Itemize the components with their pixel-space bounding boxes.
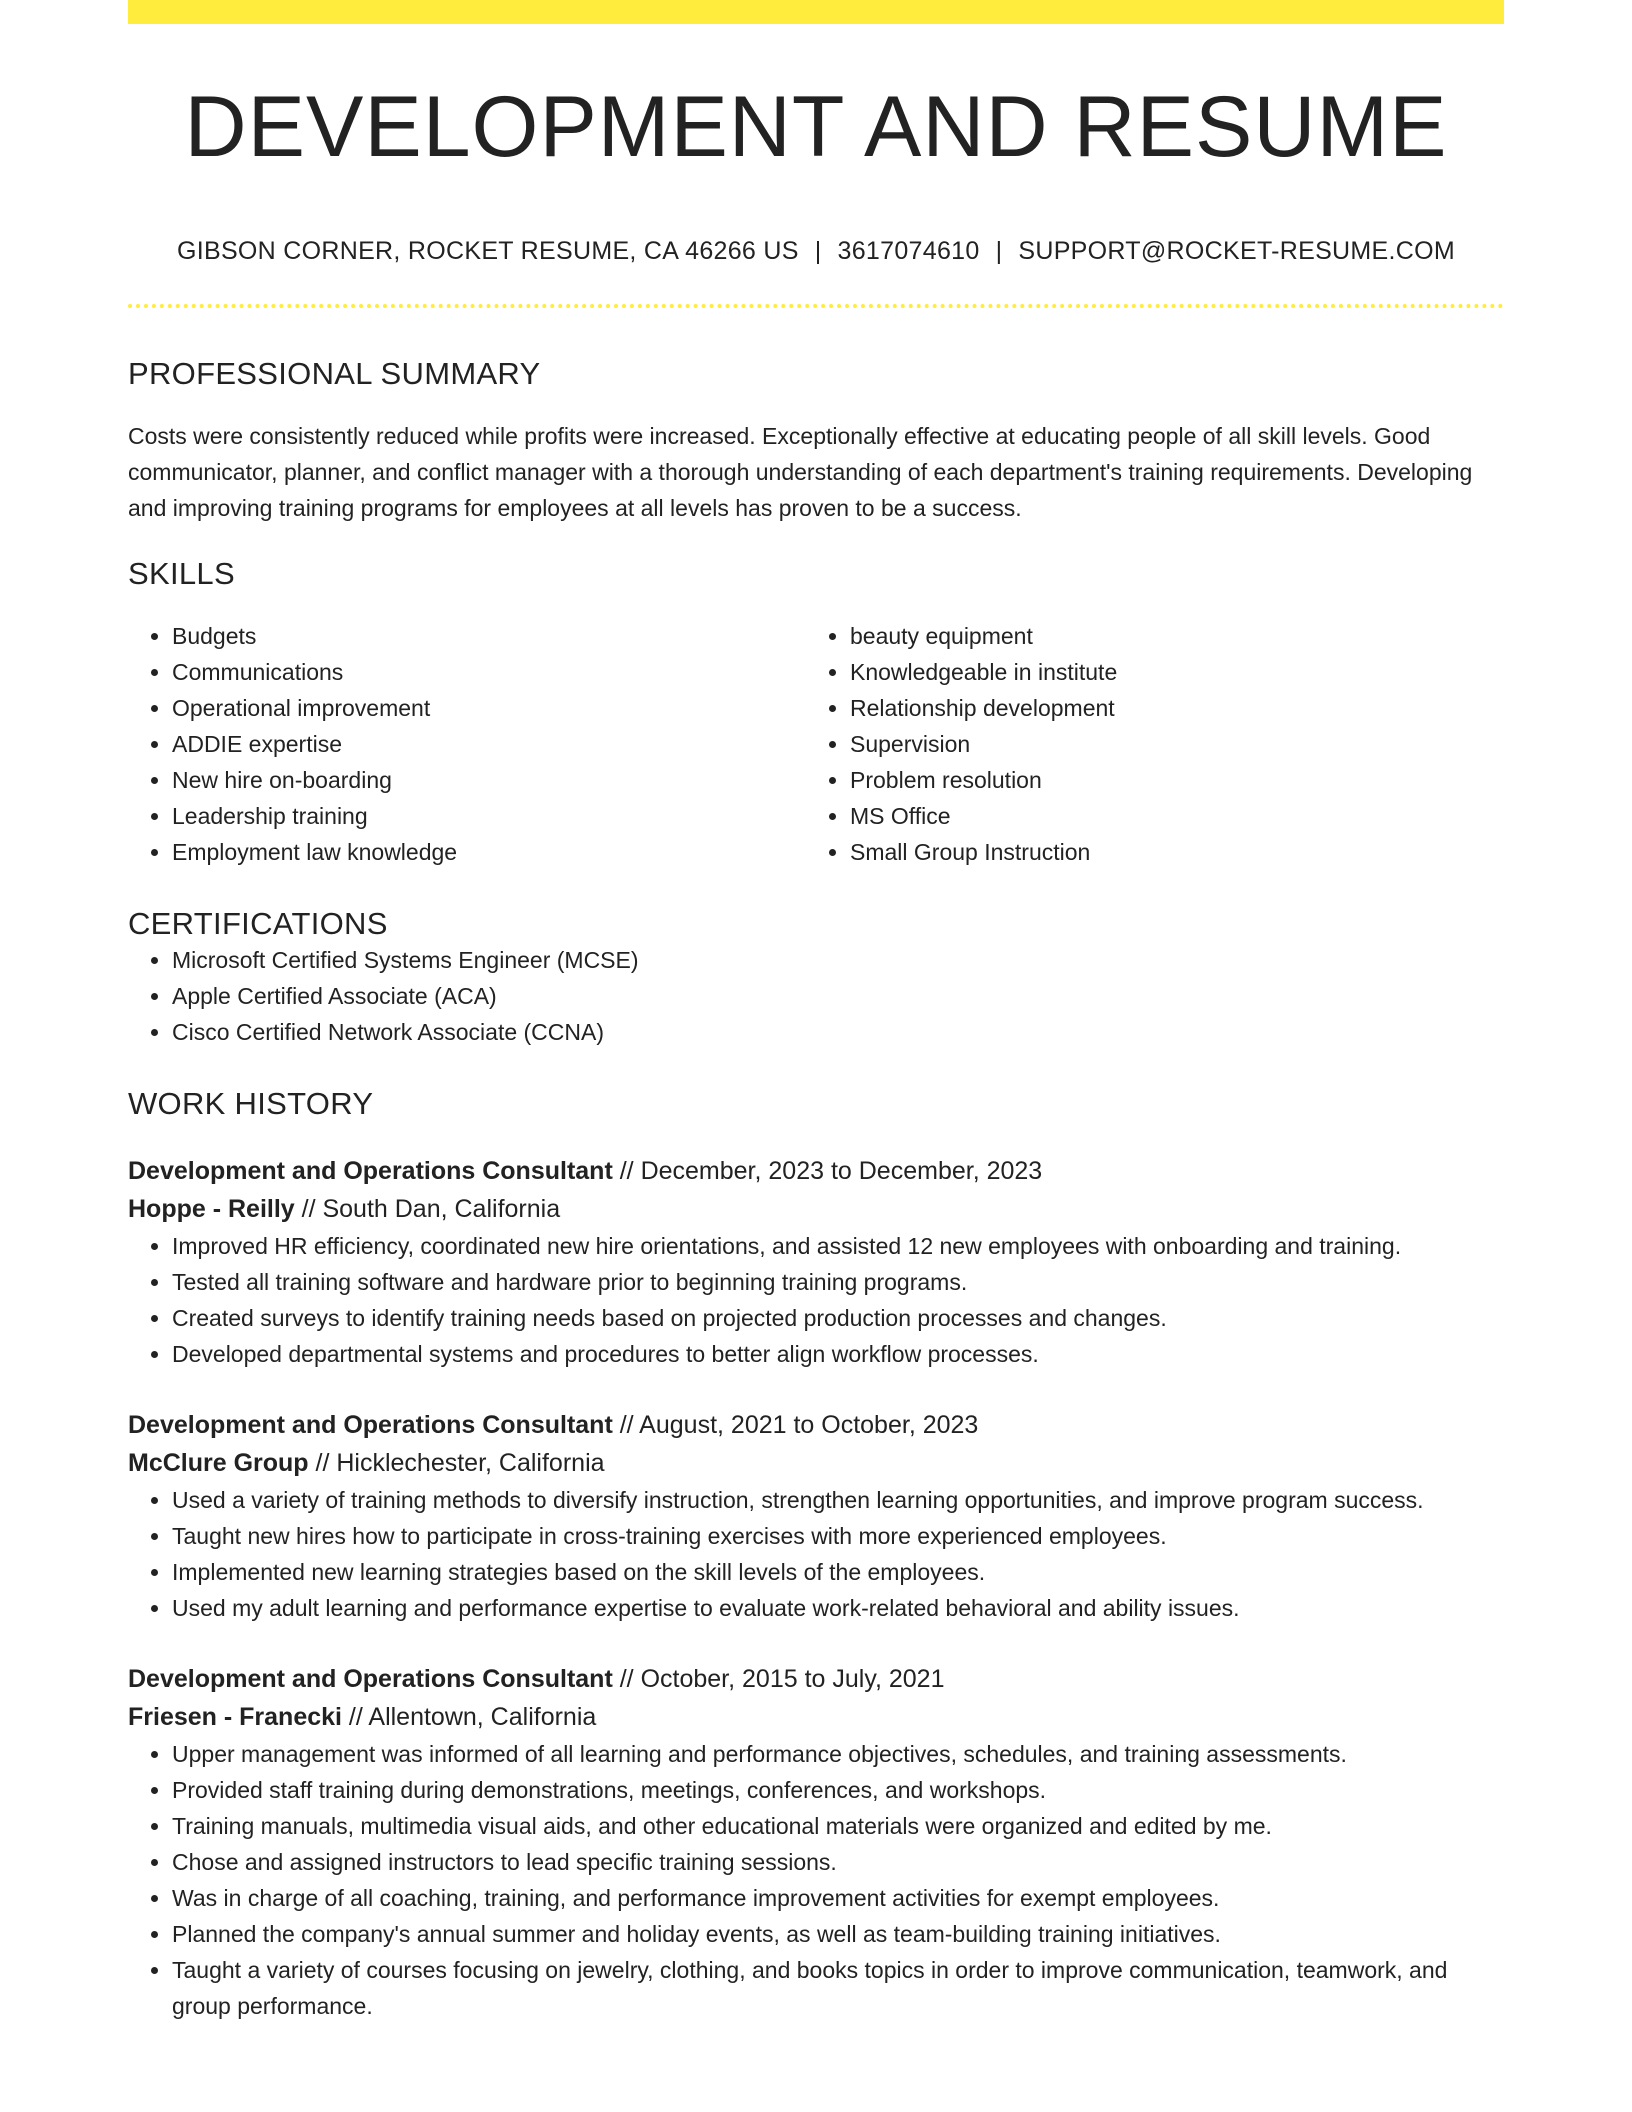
job-bullet: • Was in charge of all coaching, training, and performance improvement activities for exempt employees. (172, 1880, 1504, 1916)
job-bullet: • Developed departmental systems and procedures to better align workflow processes. (172, 1336, 1504, 1372)
job-bullet: • Improved HR efficiency, coordinated new hire orientations, and assisted 12 new employees with onboarding and training. (172, 1228, 1504, 1264)
certification-item: • Microsoft Certified Systems Engineer (MCSE) (172, 942, 1504, 978)
skills-column-left (128, 618, 806, 870)
contact-separator: | (814, 236, 822, 265)
job-title-line (128, 1660, 1504, 1698)
summary-heading: PROFESSIONAL SUMMARY (128, 355, 541, 391)
job-title-line (128, 1152, 1504, 1190)
job-location: // Allentown, California (341, 1702, 597, 1731)
summary-text: Costs were consistently reduced while profits were increased. Exceptionally effective at educating people of all skill levels. Good communicator, planner, and conflict manager with a thorough understanding of each department's training requirements. Developing and improving training programs for employees at all levels has proven to be a success. (128, 422, 1473, 521)
skills-grid (128, 618, 1504, 870)
resume-name: DEVELOPMENT AND RESUME (184, 79, 1448, 175)
job-bullet: • Tested all training software and hardware prior to beginning training programs. (172, 1264, 1504, 1300)
certifications-heading: CERTIFICATIONS (128, 905, 388, 941)
work-history-list (128, 1152, 1504, 2024)
certification-item: • Cisco Certified Network Associate (CCNA) (172, 1014, 1504, 1050)
dotted-divider (128, 304, 1504, 308)
skills-heading: SKILLS (128, 555, 235, 591)
job-entry (128, 1406, 1504, 1626)
contact-phone: 3617074610 (837, 236, 980, 265)
job-dates: // December, 2023 to December, 2023 (612, 1156, 1043, 1185)
job-location: // Hicklechester, California (308, 1448, 605, 1477)
job-bullet: • Upper management was informed of all learning and performance objectives, schedules, and training assessments. (172, 1736, 1504, 1772)
job-company: Friesen - Franecki (128, 1702, 342, 1731)
skill-item: • Communications (172, 654, 806, 690)
work-history-heading: WORK HISTORY (128, 1085, 374, 1121)
job-entry (128, 1152, 1504, 1372)
job-dates: // August, 2021 to October, 2023 (612, 1410, 979, 1439)
skill-item: • New hire on-boarding (172, 762, 806, 798)
contact-email: SUPPORT@ROCKET-RESUME.COM (1018, 236, 1455, 265)
resume-page (128, 0, 1504, 2024)
job-role: Development and Operations Consultant (128, 1664, 613, 1693)
contact-separator: | (995, 236, 1003, 265)
skill-item: • Knowledgeable in institute (850, 654, 1484, 690)
job-bullet: • Taught a variety of courses focusing on jewelry, clothing, and books topics in order to improve communication, teamwork, and group performance. (172, 1952, 1504, 2024)
job-entry (128, 1660, 1504, 2024)
job-bullet-list (128, 1736, 1504, 2024)
job-company-line (128, 1698, 1504, 1736)
job-bullet: • Chose and assigned instructors to lead specific training sessions. (172, 1844, 1504, 1880)
job-company: Hoppe - Reilly (128, 1194, 295, 1223)
job-bullet: • Used a variety of training methods to diversify instruction, strengthen learning opportunities, and improve program success. (172, 1482, 1504, 1518)
skill-item: • Leadership training (172, 798, 806, 834)
job-location: // South Dan, California (294, 1194, 561, 1223)
skill-item: • Problem resolution (850, 762, 1484, 798)
skills-column-right (806, 618, 1484, 870)
job-role: Development and Operations Consultant (128, 1410, 613, 1439)
job-company-line (128, 1444, 1504, 1482)
job-bullet: • Taught new hires how to participate in cross-training exercises with more experienced employees. (172, 1518, 1504, 1554)
contact-line (128, 237, 1504, 266)
job-title-line (128, 1406, 1504, 1444)
skills-list-left (128, 618, 806, 870)
certification-item: • Apple Certified Associate (ACA) (172, 978, 1504, 1014)
skill-item: • beauty equipment (850, 618, 1484, 654)
job-bullet: • Planned the company's annual summer and holiday events, as well as team-building training initiatives. (172, 1916, 1504, 1952)
skill-item: • Employment law knowledge (172, 834, 806, 870)
skill-item: • Supervision (850, 726, 1484, 762)
top-accent-bar (128, 0, 1504, 24)
job-bullet: • Provided staff training during demonstrations, meetings, conferences, and workshops. (172, 1772, 1504, 1808)
job-company: McClure Group (128, 1448, 309, 1477)
certifications-list (128, 942, 1504, 1050)
skill-item: • Budgets (172, 618, 806, 654)
skill-item: • Operational improvement (172, 690, 806, 726)
job-bullet: • Implemented new learning strategies based on the skill levels of the employees. (172, 1554, 1504, 1590)
job-company-line (128, 1190, 1504, 1228)
job-role: Development and Operations Consultant (128, 1156, 613, 1185)
skill-item: • Relationship development (850, 690, 1484, 726)
job-bullet: • Used my adult learning and performance expertise to evaluate work-related behavioral and ability issues. (172, 1590, 1504, 1626)
contact-address: GIBSON CORNER, ROCKET RESUME, CA 46266 US (176, 236, 799, 265)
skill-item: • MS Office (850, 798, 1484, 834)
skills-list-right (806, 618, 1484, 870)
job-bullet-list (128, 1482, 1504, 1626)
job-dates: // October, 2015 to July, 2021 (612, 1664, 945, 1693)
skill-item: • Small Group Instruction (850, 834, 1484, 870)
skill-item: • ADDIE expertise (172, 726, 806, 762)
job-bullet-list (128, 1228, 1504, 1372)
job-bullet: • Training manuals, multimedia visual aids, and other educational materials were organized and edited by me. (172, 1808, 1504, 1844)
job-bullet: • Created surveys to identify training needs based on projected production processes and changes. (172, 1300, 1504, 1336)
